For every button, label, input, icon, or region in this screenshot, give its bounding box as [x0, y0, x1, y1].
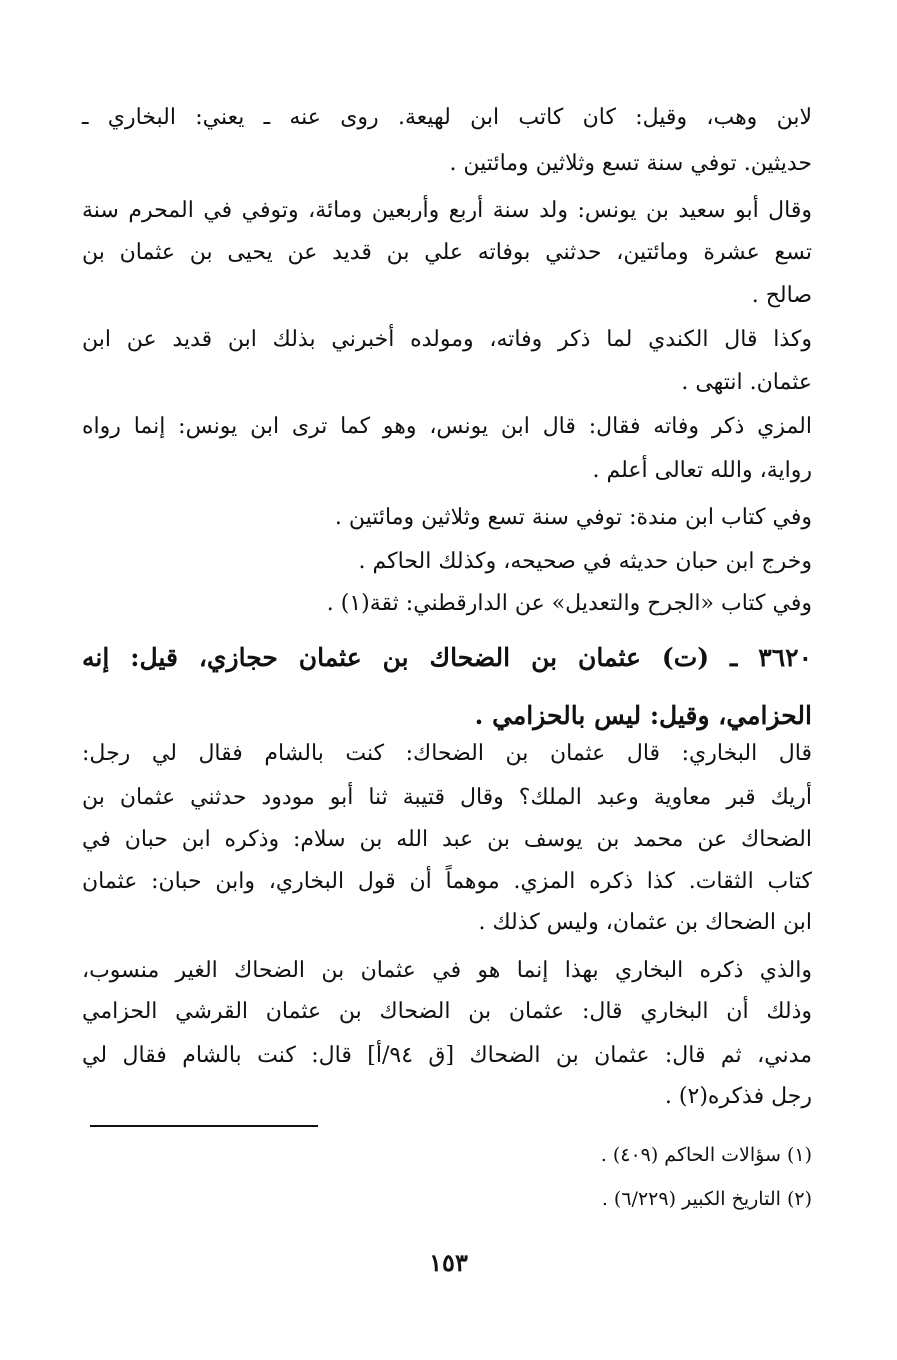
text-line: كتاب الثقات. كذا ذكره المزي. موهماً أن قول البخاري، وابن حبان: عثمان	[82, 869, 812, 894]
text-line: ابن الضحاك بن عثمان، وليس كذلك .	[478, 910, 812, 935]
text-line: الضحاك عن محمد بن يوسف بن عبد الله بن سلام: وذكره ابن حبان في	[82, 827, 812, 852]
text-line: وفي كتاب ابن مندة: توفي سنة تسع وثلاثين ومائتين .	[334, 505, 812, 530]
text-line: رجل فذكره(٢) .	[664, 1084, 812, 1109]
footnote-divider	[90, 1125, 318, 1127]
text-line: والذي ذكره البخاري بهذا إنما هو في عثمان بن الضحاك الغير منسوب،	[82, 958, 812, 983]
text-line: حديثين. توفي سنة تسع وثلاثين ومائتين .	[449, 151, 812, 176]
text-line: مدني، ثم قال: عثمان بن الضحاك [ق ٩٤/أ] قال: كنت بالشام فقال لي	[82, 1043, 812, 1068]
text-line: عثمان. انتهى .	[681, 370, 812, 395]
text-line: وقال أبو سعيد بن يونس: ولد سنة أربع وأربعين ومائة، وتوفي في المحرم سنة	[82, 198, 812, 223]
text-line: قال البخاري: قال عثمان بن الضحاك: كنت بالشام فقال لي رجل:	[82, 741, 812, 766]
entry-heading: ٣٦٢٠ ـ (ت) عثمان بن الضحاك بن عثمان حجازي، قيل: إنه	[82, 643, 812, 672]
text-line: أريك قبر معاوية وعبد الملك؟ وقال قتيبة ثنا أبو مودود حدثني عثمان بن	[82, 785, 812, 810]
text-line: صالح .	[751, 283, 812, 308]
text-line: وكذا قال الكندي لما ذكر وفاته، ومولده أخبرني بذلك ابن قديد عن ابن	[82, 327, 812, 352]
text-line: رواية، والله تعالى أعلم .	[592, 458, 812, 483]
text-line: وخرج ابن حبان حديثه في صحيحه، وكذلك الحاكم .	[358, 549, 812, 574]
entry-heading: الحزامي، وقيل: ليس بالحزامي .	[474, 701, 812, 730]
text-line: وفي كتاب «الجرح والتعديل» عن الدارقطني: ثقة(١) .	[326, 591, 812, 616]
footnote: (٢) التاريخ الكبير (٦/٢٢٩) .	[601, 1188, 812, 1210]
page-number: ١٥٣	[429, 1248, 468, 1277]
text-line: تسع عشرة ومائتين، حدثني بوفاته علي بن قديد عن يحيى بن عثمان بن	[82, 240, 812, 265]
footnote: (١) سؤالات الحاكم (٤٠٩) .	[600, 1144, 812, 1166]
text-line: المزي ذكر وفاته فقال: قال ابن يونس، وهو كما ترى ابن يونس: إنما رواه	[82, 414, 812, 439]
text-line: لابن وهب، وقيل: كان كاتب ابن لهيعة. روى عنه ـ يعني: البخاري ـ	[82, 105, 812, 130]
text-line: وذلك أن البخاري قال: عثمان بن الضحاك بن عثمان القرشي الحزامي	[82, 999, 812, 1024]
